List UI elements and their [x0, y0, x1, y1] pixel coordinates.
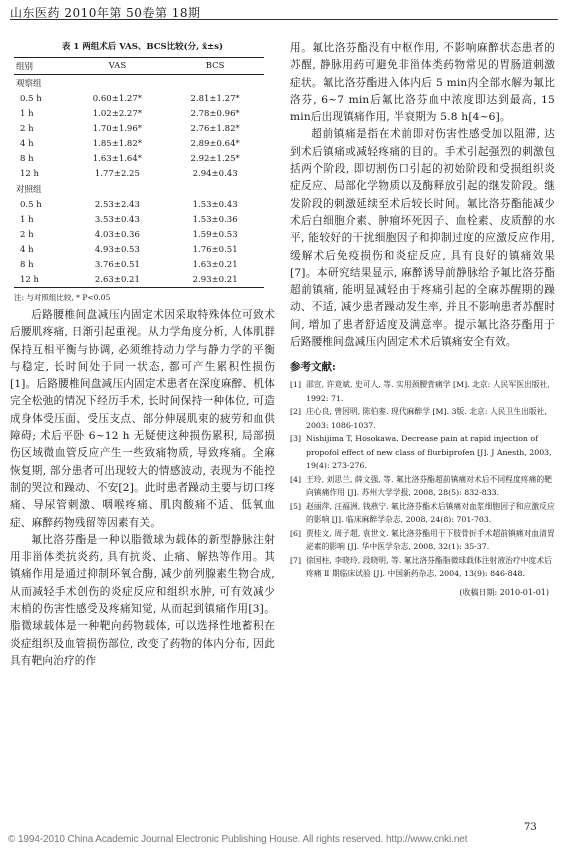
bcs-cell: 2.81±1.27*: [190, 93, 240, 104]
vas-cell: 2.63±0.21: [94, 274, 140, 285]
results-table: [14, 57, 264, 288]
received-date: (收稿日期: 2010-01-01): [459, 587, 549, 597]
table-row: [14, 257, 264, 272]
bcs-cell: 2.76±1.82*: [190, 123, 240, 134]
bcs-cell: 2.78±0.96*: [190, 108, 240, 119]
reference-number: [4]: [290, 474, 302, 484]
reference-text: 王玲, 刘思兰, 薛文强, 等. 氟比洛芬酯超前镇痛对术后不同程度疼痛的靶向镇痛作用 [J]. 苏州大学学报, 2008, 28(5): 832-833.: [306, 474, 552, 498]
running-head: 山东医药 2010年第 50卷第 18期: [10, 6, 201, 20]
bcs-cell: 2.93±0.21: [192, 274, 238, 285]
time-cell: 2 h: [20, 123, 34, 134]
vas-cell: 1.02±2.27*: [92, 108, 142, 119]
reference-text: 赵丽萍, 汪福洲, 钱燕宁. 氟比洛芬酯术后镇痛对血浆细胞因子和应激反应的影响 [J]. 临床麻醉学杂志, 2008, 24(8): 701-703.: [306, 501, 555, 525]
time-cell: 2 h: [20, 229, 34, 240]
vas-cell: 4.93±0.53: [94, 244, 140, 255]
reference-item: [290, 378, 555, 405]
vas-cell: 1.63±1.64*: [92, 153, 142, 164]
reference-number: [1]: [290, 380, 302, 390]
reference-item: [290, 473, 555, 500]
time-cell: 12 h: [20, 274, 39, 285]
table-note: 注: 与对照组比较, * P<0.05: [14, 293, 111, 302]
reference-list: [290, 378, 555, 581]
vas-cell: 4.03±0.36: [94, 229, 140, 240]
table-row: [14, 151, 264, 166]
vas-cell: 1.77±2.25: [94, 168, 140, 179]
reference-item: [290, 432, 555, 473]
bcs-cell: 1.76±0.51: [192, 244, 238, 255]
reference-text: 庄心良, 曾因明, 陈伯銮. 现代麻醉学 [M]. 3版. 北京: 人民卫生出版社, 2003: 1086-1037.: [306, 407, 547, 430]
table-header-row: [14, 58, 264, 75]
table-row: [14, 242, 264, 257]
bcs-cell: 1.63±0.21: [192, 259, 238, 270]
time-cell: 12 h: [20, 168, 39, 179]
left-column: [10, 40, 275, 670]
reference-number: [6]: [290, 528, 302, 538]
table-group-row: [14, 181, 264, 197]
right-body-text: [290, 40, 555, 351]
body-paragraph: 氟比洛芬酯是一种以脂微球为载体的新型静脉注射用非甾体类抗炎药, 具有抗炎、止痛、解热等作用。其镇痛作用是通过抑制环氧合酶, 减少前列腺素生物合成, 从而减轻手术创伤的炎症反应和组织水肿, 可有效减少末梢的伤害性感受及疼痛知觉, 从而起到镇痛作用[3]。脂微球载体是一种靶向药物载体, 可以选择性地蓄积在炎症组织及血管损伤部位, 改变了药物的体内分布, 因此具有靶向治疗的作: [10, 533, 275, 667]
time-cell: 1 h: [20, 214, 34, 225]
table-row: [14, 166, 264, 181]
reference-item: [290, 405, 555, 432]
table-row: [14, 197, 264, 212]
bcs-cell: 1.53±0.43: [192, 199, 238, 210]
time-cell: 0.5 h: [20, 199, 42, 210]
bcs-cell: 2.94±0.43: [192, 168, 238, 179]
body-paragraph: 后路腰椎间盘减压内固定术因采取特殊体位可致术后腰肌疼痛, 日渐引起重视。从力学角度分析, 人体肌群保持互相平衡与协调, 必须维持动力学与静力学的平衡与稳定, 长时间处于同一状态, 都可产生累积性损伤[1]。后路腰椎间盘减压内固定术患者在深度麻醉、机体完全松弛的情况下经历手术, 长时间保持一种体位, 可造成身体受压面、受压支点、部分伸展肌束的疲劳和血供障碍; 术后平卧 6~12 h 无疑使这种损伤累积, 局部损伤区域微血管反应产生一些致痛物质, 导致疼痛。全麻恢复期, 部分患者可出现较大的情感波动, 表现为不能控制的哭泣和躁动、不安[2]。此时患者躁动主要与切口疼痛、导尿管刺激、咽喉疼痛、肌肉酸痛不适、低氧血症、麻醉药物残留等因素有关。: [10, 309, 275, 529]
reference-text: Nishijima T, Hosokawa. Decrease pain at rapid injection of propofol effect of new class of flurbiprofen [J]. J Anesth, 2003, 19(4): 273-276.: [306, 434, 552, 471]
right-column: [290, 40, 555, 598]
table-row: [14, 106, 264, 121]
group-label: 对照组: [16, 185, 42, 195]
header-vas: VAS: [108, 61, 127, 71]
table-row: [14, 272, 264, 288]
vas-cell: 0.60±1.27*: [92, 93, 142, 104]
table-caption: 表 1 两组术后 VAS、BCS比较(分, x̄±s): [61, 42, 224, 52]
table-body: [14, 75, 264, 288]
group-label: 观察组: [16, 79, 42, 89]
vas-cell: 3.53±0.43: [94, 214, 140, 225]
body-paragraph: 用。氟比洛芬酯没有中枢作用, 不影响麻醉状态患者的苏醒, 静脉用药可避免非甾体类药物常见的胃肠道刺激症状。氟比洛芬酯进入体内后 5 min内全部水解为氟比洛芬, 6~7 min后氟比洛芬血中浓度即达到最高, 15 min后出现镇痛作用, 半衰期为 5.8 h[4~6]。: [290, 42, 555, 124]
page-number: 73: [524, 822, 537, 833]
table-row: [14, 136, 264, 151]
vas-cell: 1.70±1.96*: [92, 123, 142, 134]
header-bcs: BCS: [205, 61, 225, 71]
reference-number: [2]: [290, 407, 302, 417]
reference-text: 徐国柱, 李晓玲, 段晓明, 等. 氟比洛芬酯脂微球载体注射液治疗中度术后疼痛 Ⅱ 期临床试验 [J]. 中国新药杂志, 2004, 13(9): 846-848.: [306, 555, 552, 579]
table-group-row: [14, 75, 264, 92]
left-body-text: [10, 307, 275, 670]
reference-text: 贾桂文, 周子超, 袁世文. 氟比洛芬酯用于下肢骨折手术超前镇痛对血清胃泌素的影响 [J]. 华中医学杂志, 2008, 32(1): 35-37.: [306, 528, 555, 552]
time-cell: 0.5 h: [20, 93, 42, 104]
time-cell: 1 h: [20, 108, 34, 119]
header-group: 组别: [16, 62, 34, 72]
bcs-cell: 1.53±0.36: [192, 214, 238, 225]
time-cell: 4 h: [20, 244, 34, 255]
time-cell: 8 h: [20, 259, 34, 270]
time-cell: 8 h: [20, 153, 34, 164]
references-heading: 参考文献:: [290, 361, 336, 374]
reference-text: 邵宣, 许竟斌, 史可人, 等. 实用颈腰背痛学 [M]. 北京: 人民军医出版社, 1992: 71.: [306, 380, 550, 403]
time-cell: 4 h: [20, 138, 34, 149]
vas-cell: 3.76±0.51: [94, 259, 140, 270]
vas-cell: 1.85±1.82*: [92, 138, 142, 149]
reference-item: [290, 527, 555, 554]
reference-number: [7]: [290, 555, 302, 565]
table-row: [14, 212, 264, 227]
reference-number: [3]: [290, 434, 302, 444]
bcs-cell: 2.92±1.25*: [190, 153, 240, 164]
table-row: [14, 227, 264, 242]
reference-number: [5]: [290, 501, 302, 511]
reference-item: [290, 500, 555, 527]
table-row: [14, 91, 264, 106]
bcs-cell: 2.89±0.64*: [190, 138, 240, 149]
vas-cell: 2.53±2.43: [94, 199, 140, 210]
copyright-footer: © 1994-2010 China Academic Journal Electronic Publishing House. All rights reserved. http://www.cnki.net: [8, 834, 468, 845]
body-paragraph: 超前镇痛是指在术前即对伤害性感受加以阻滞, 达到术后镇痛或减轻疼痛的目的。手术引起强烈的刺激包括两个阶段, 即切割伤口引起的初始阶段和受损组织炎症反应、局部化学物质以及酶释放引起的继发阶段。继发阶段的刺激延续至术后较长时间。氟比洛芬酯能减少术后白细胞介素、肿瘤坏死因子、血栓素、皮质醇的水平, 能较好的干扰细胞因子和抑制过度的应激反应作用, 缓解术后免疫损伤和炎症反应, 具有良好的镇痛效果[7]。本研究结果显示, 麻醉诱导前静脉给予氟比洛芬酯超前镇痛, 能明显减轻由于疼痛引起的全麻苏醒期的躁动、不适, 减少患者躁动发生率, 并且不影响患者苏醒时间, 增加了患者舒适度及满意率。提示氟比洛芬酯用于后路腰椎间盘减压内固定术术后镇痛安全有效。: [290, 128, 555, 349]
table-row: [14, 121, 264, 136]
header-rule: [10, 19, 558, 20]
bcs-cell: 1.59±0.53: [192, 229, 238, 240]
reference-item: [290, 554, 555, 581]
